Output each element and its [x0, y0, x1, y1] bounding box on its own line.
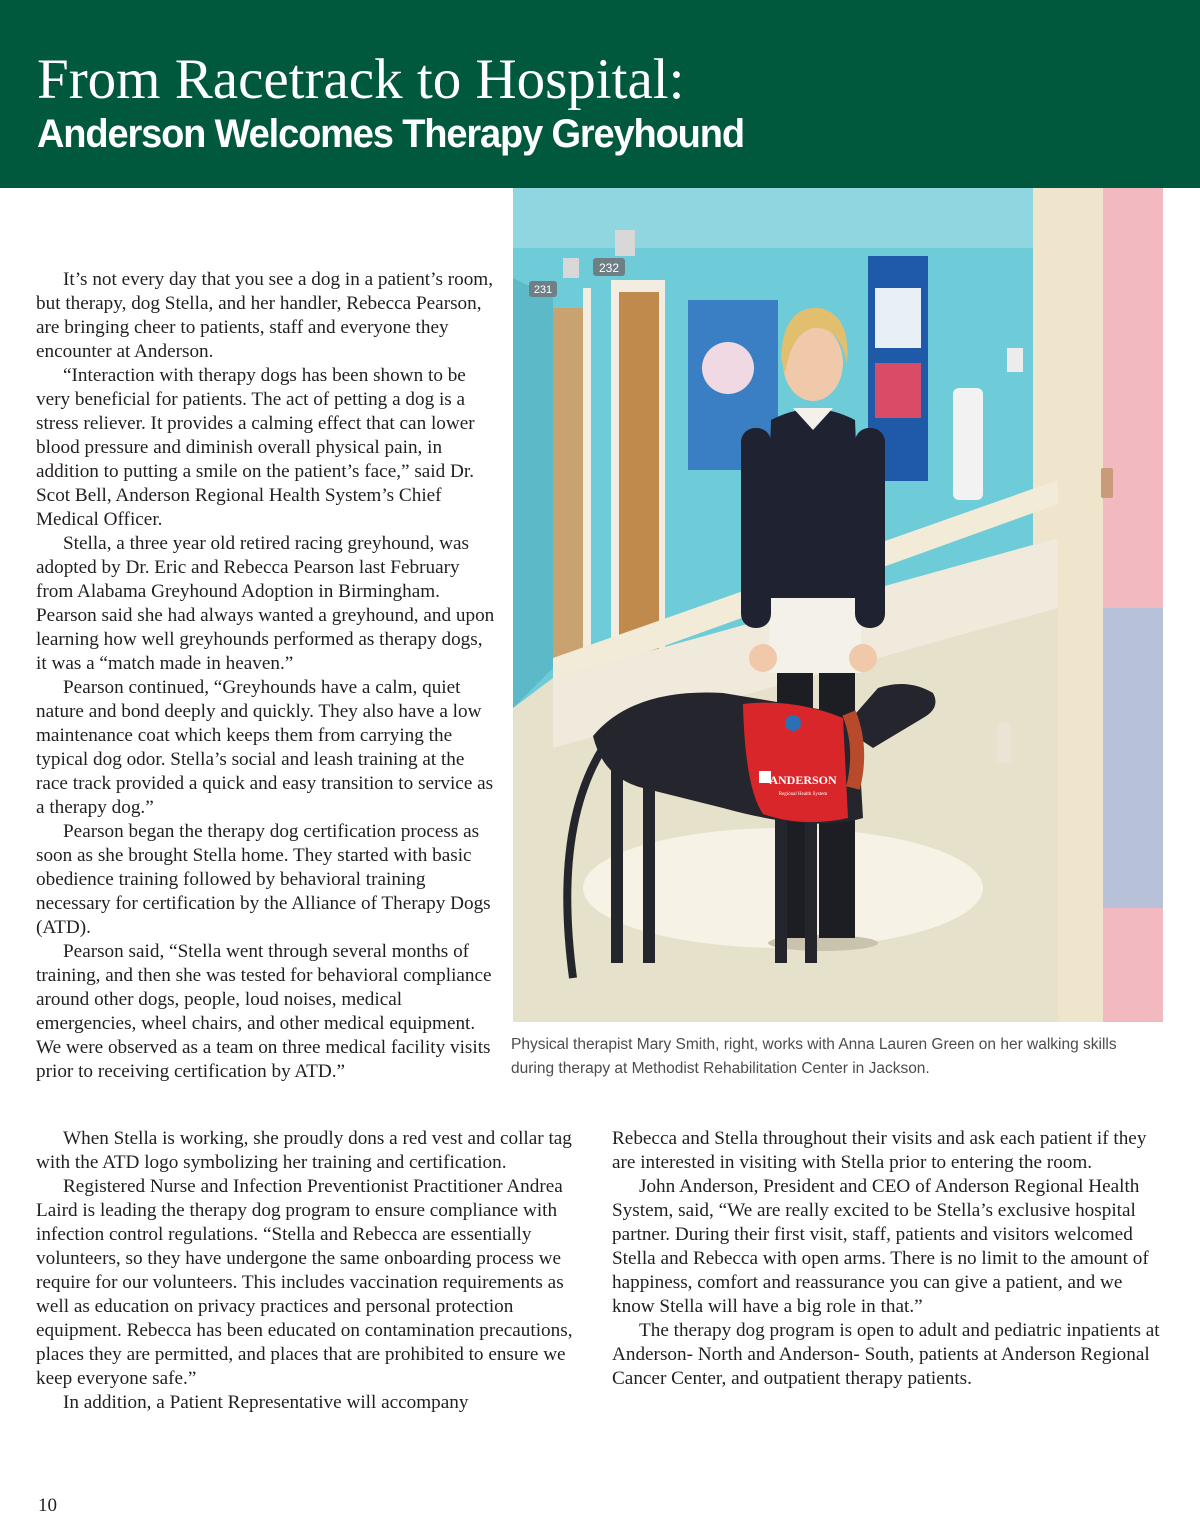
article-paragraph: “Interaction with therapy dogs has been shown to be very beneficial for patients. The act of petting a dog is a stress reliever. It provides a calming effect that can lower blood pressure and diminish overall physical pain, in addition to putting a smile on the patient’s face,” said Dr. Scot Bell, Anderson Regional Health System’s Chief Medical Officer.: [36, 365, 475, 530]
article-paragraph: It’s not every day that you see a dog in a patient’s room, but therapy, dog Stella, and her handler, Rebecca Pearson, are bringing cheer to patients, staff and everyone they encounter at Anderson.: [36, 269, 494, 362]
article-paragraph: Pearson continued, “Greyhounds have a calm, quiet nature and bond deeply and quickly. They also have a low maintenance coat which keeps them from carrying the typical dog odor. Stella’s social and leash training at the race track provided a quick and easy transition to service as a therapy dog.”: [36, 677, 494, 818]
article-paragraph: John Anderson, President and CEO of Anderson Regional Health System, said, “We are really excited to be Stella’s exclusive hospital partner. During their first visit, staff, patients and visitors welcomed Stella and Rebecca with open arms. There is no limit to the amount of happiness, comfort and reassurance you can give a patient, and we know Stella will have a big role in that.”: [612, 1176, 1149, 1317]
article-paragraph: Registered Nurse and Infection Preventionist Practitioner Andrea Laird is leading the therapy dog program to ensure compliance with infection control regulations. “Stella and Rebecca are essentially volunteers, so they have undergone the same onboarding process we require for our volunteers. This includes vaccination requirements as well as education on privacy practices and personal protection equipment. Rebecca has been educated on contamination precautions, places they are permitted, and places that are prohibited to ensure we keep everyone safe.”: [36, 1176, 573, 1389]
article-column-top: [36, 268, 496, 1084]
article-paragraph: When Stella is working, she proudly dons a red vest and collar tag with the ATD logo symbolizing her training and certification.: [36, 1128, 572, 1173]
photo-caption: Physical therapist Mary Smith, right, works with Anna Lauren Green on her walking skills during therapy at Methodist Rehabilitation Center in Jackson.: [511, 1036, 1117, 1077]
article-paragraph: In addition, a Patient Representative will accompany: [63, 1392, 469, 1413]
page-number: 10: [38, 1495, 57, 1516]
vest-logo-text: ANDERSON: [769, 773, 837, 787]
room-number: 232: [598, 261, 620, 275]
photo-illustration: [513, 188, 1163, 1022]
article-paragraph: Rebecca and Stella throughout their visits and ask each patient if they are interested in visiting with Stella prior to entering the room.: [612, 1128, 1147, 1173]
header-banner: [0, 0, 1200, 188]
article-paragraph: The therapy dog program is open to adult and pediatric inpatients at Anderson- North and Anderson- South, patients at Anderson Regional Cancer Center, and outpatient therapy patients.: [612, 1320, 1160, 1389]
page-title: From Racetrack to Hospital:: [37, 48, 685, 111]
room-number: 231: [533, 284, 553, 296]
vest-logo-subtext: Regional Health System: [778, 792, 828, 797]
article-paragraph: Pearson began the therapy dog certification process as soon as she brought Stella home. They started with basic obedience training followed by behavioral training necessary for certification by the Alliance of Therapy Dogs (ATD).: [36, 821, 491, 938]
article-paragraph: Stella, a three year old retired racing greyhound, was adopted by Dr. Eric and Rebecca Pearson last February from Alabama Greyhound Adoption in Birmingham. Pearson said she had always wanted a greyhound, and upon learning how well greyhounds performed as therapy dogs, it was a “match made in heaven.”: [36, 533, 495, 674]
page-subtitle: Anderson Welcomes Therapy Greyhound: [37, 112, 744, 156]
article-column-bottom-right: [612, 1127, 1167, 1391]
article-paragraph: Pearson said, “Stella went through several months of training, and then she was tested for behavioral compliance around other dogs, people, loud noises, medical emergencies, wheel chairs, and other medical equipment. We were observed as a team on three medical facility visits prior to receiving certification by ATD.”: [36, 941, 492, 1082]
therapy-dog-photo: [513, 188, 1163, 1022]
article-column-bottom-left: [36, 1127, 588, 1415]
